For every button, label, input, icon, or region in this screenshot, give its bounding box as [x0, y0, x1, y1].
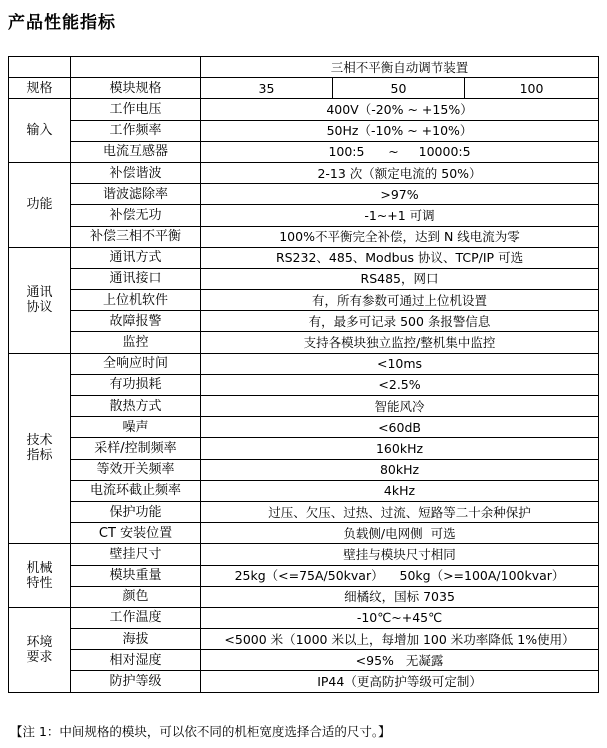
table-row: [9, 650, 599, 671]
value-cell: 细橘纹，国标 7035: [201, 586, 599, 607]
value-cell: 160kHz: [201, 438, 599, 459]
table-header-row: [9, 57, 599, 78]
value-cell: <5000 米（1000 米以上，每增加 100 米功率降低 1%使用）: [201, 629, 599, 650]
value-cell: >97%: [201, 184, 599, 205]
category-cell: [9, 247, 71, 353]
spec-row: [9, 78, 599, 99]
value-cell: 智能风冷: [201, 396, 599, 417]
page-title: 产品性能指标: [8, 13, 116, 33]
category-cell: 规格: [9, 78, 71, 99]
param-cell: 防护等级: [71, 671, 201, 692]
header-blank-cell: [71, 57, 201, 78]
header-blank-cell: [9, 57, 71, 78]
param-cell: 监控: [71, 332, 201, 353]
param-cell: 等效开关频率: [71, 459, 201, 480]
table-row: [9, 120, 599, 141]
param-cell: 模块规格: [71, 78, 201, 99]
value-cell: 有，最多可记录 500 条报警信息: [201, 311, 599, 332]
param-cell: 补偿无功: [71, 205, 201, 226]
param-cell: 采样/控制频率: [71, 438, 201, 459]
table-row: [9, 374, 599, 395]
param-cell: 电流环截止频率: [71, 480, 201, 501]
table-row: [9, 501, 599, 522]
param-cell: 壁挂尺寸: [71, 544, 201, 565]
value-cell: -1~+1 可调: [201, 205, 599, 226]
table-row: [9, 141, 599, 162]
table-row: [9, 290, 599, 311]
table-row: [9, 311, 599, 332]
param-cell: 保护功能: [71, 501, 201, 522]
table-row: [9, 438, 599, 459]
category-line: 通讯: [26, 285, 53, 301]
table-row: [9, 162, 599, 183]
category-cell: 功能: [9, 162, 71, 247]
value-cell: 50Hz（-10% ~ +10%）: [201, 120, 599, 141]
table-row: [9, 607, 599, 628]
value-cell: RS485，网口: [201, 268, 599, 289]
value-cell: 支持各模块独立监控/整机集中监控: [201, 332, 599, 353]
spec-table: [8, 56, 599, 693]
param-cell: 补偿谐波: [71, 162, 201, 183]
value-cell: 80kHz: [201, 459, 599, 480]
value-cell: 100%不平衡完全补偿，达到 N 线电流为零: [201, 226, 599, 247]
param-cell: 谐波滤除率: [71, 184, 201, 205]
value-cell: 壁挂与模块尺寸相同: [201, 544, 599, 565]
param-cell: 噪声: [71, 417, 201, 438]
category-line: 技术: [26, 433, 53, 449]
value-cell: <60dB: [201, 417, 599, 438]
table-row: [9, 671, 599, 692]
category-cell: [9, 607, 71, 692]
category-line: 机械: [26, 560, 53, 576]
table-row: [9, 205, 599, 226]
table-row: [9, 544, 599, 565]
spec-value-cell: 50: [333, 78, 465, 99]
table-row: [9, 99, 599, 120]
value-cell: 负载侧/电网侧 可选: [201, 523, 599, 544]
value-cell: <2.5%: [201, 374, 599, 395]
value-cell: 400V（-20% ~ +15%）: [201, 99, 599, 120]
param-cell: 通讯方式: [71, 247, 201, 268]
table-row: [9, 523, 599, 544]
value-cell: 有，所有参数可通过上位机设置: [201, 290, 599, 311]
param-cell: 相对湿度: [71, 650, 201, 671]
param-cell: CT 安装位置: [71, 523, 201, 544]
category-cell: [9, 544, 71, 608]
table-row: [9, 226, 599, 247]
spec-value-cell: 100: [465, 78, 599, 99]
param-cell: 上位机软件: [71, 290, 201, 311]
table-row: [9, 247, 599, 268]
value-cell: -10℃~+45℃: [201, 607, 599, 628]
value-cell: 过压、欠压、过热、过流、短路等二十余种保护: [201, 501, 599, 522]
param-cell: 有功损耗: [71, 374, 201, 395]
param-cell: 颜色: [71, 586, 201, 607]
table-row: [9, 629, 599, 650]
value-cell: IP44（更高防护等级可定制）: [201, 671, 599, 692]
value-cell: <10ms: [201, 353, 599, 374]
footnote: 【注 1：中间规格的模块，可以依不同的机柜宽度选择合适的尺寸。】: [10, 724, 391, 739]
table-row: [9, 565, 599, 586]
param-cell: 故障报警: [71, 311, 201, 332]
param-cell: 电流互感器: [71, 141, 201, 162]
category-line: 环境: [26, 634, 53, 650]
param-cell: 工作频率: [71, 120, 201, 141]
table-row: [9, 586, 599, 607]
category-line: 要求: [26, 649, 53, 665]
category-cell: [9, 353, 71, 544]
table-row: [9, 417, 599, 438]
category-line: 特性: [26, 575, 53, 591]
table-row: [9, 396, 599, 417]
table-row: [9, 268, 599, 289]
header-title-cell: 三相不平衡自动调节装置: [201, 57, 599, 78]
value-cell: 100:5 ~ 10000:5: [201, 141, 599, 162]
value-cell: 4kHz: [201, 480, 599, 501]
table-row: [9, 184, 599, 205]
param-cell: 工作电压: [71, 99, 201, 120]
spec-value-cell: 35: [201, 78, 333, 99]
category-line: 协议: [26, 300, 53, 316]
table-row: [9, 332, 599, 353]
param-cell: 全响应时间: [71, 353, 201, 374]
value-cell: 2-13 次（额定电流的 50%）: [201, 162, 599, 183]
table-row: [9, 480, 599, 501]
value-cell: <95% 无凝露: [201, 650, 599, 671]
table-row: [9, 459, 599, 480]
param-cell: 通讯接口: [71, 268, 201, 289]
category-cell: 输入: [9, 99, 71, 163]
value-cell: 25kg（<=75A/50kvar） 50kg（>=100A/100kvar）: [201, 565, 599, 586]
param-cell: 散热方式: [71, 396, 201, 417]
value-cell: RS232、485、Modbus 协议、TCP/IP 可选: [201, 247, 599, 268]
param-cell: 海拔: [71, 629, 201, 650]
category-line: 指标: [26, 448, 53, 464]
table-row: [9, 353, 599, 374]
param-cell: 补偿三相不平衡: [71, 226, 201, 247]
param-cell: 工作温度: [71, 607, 201, 628]
param-cell: 模块重量: [71, 565, 201, 586]
